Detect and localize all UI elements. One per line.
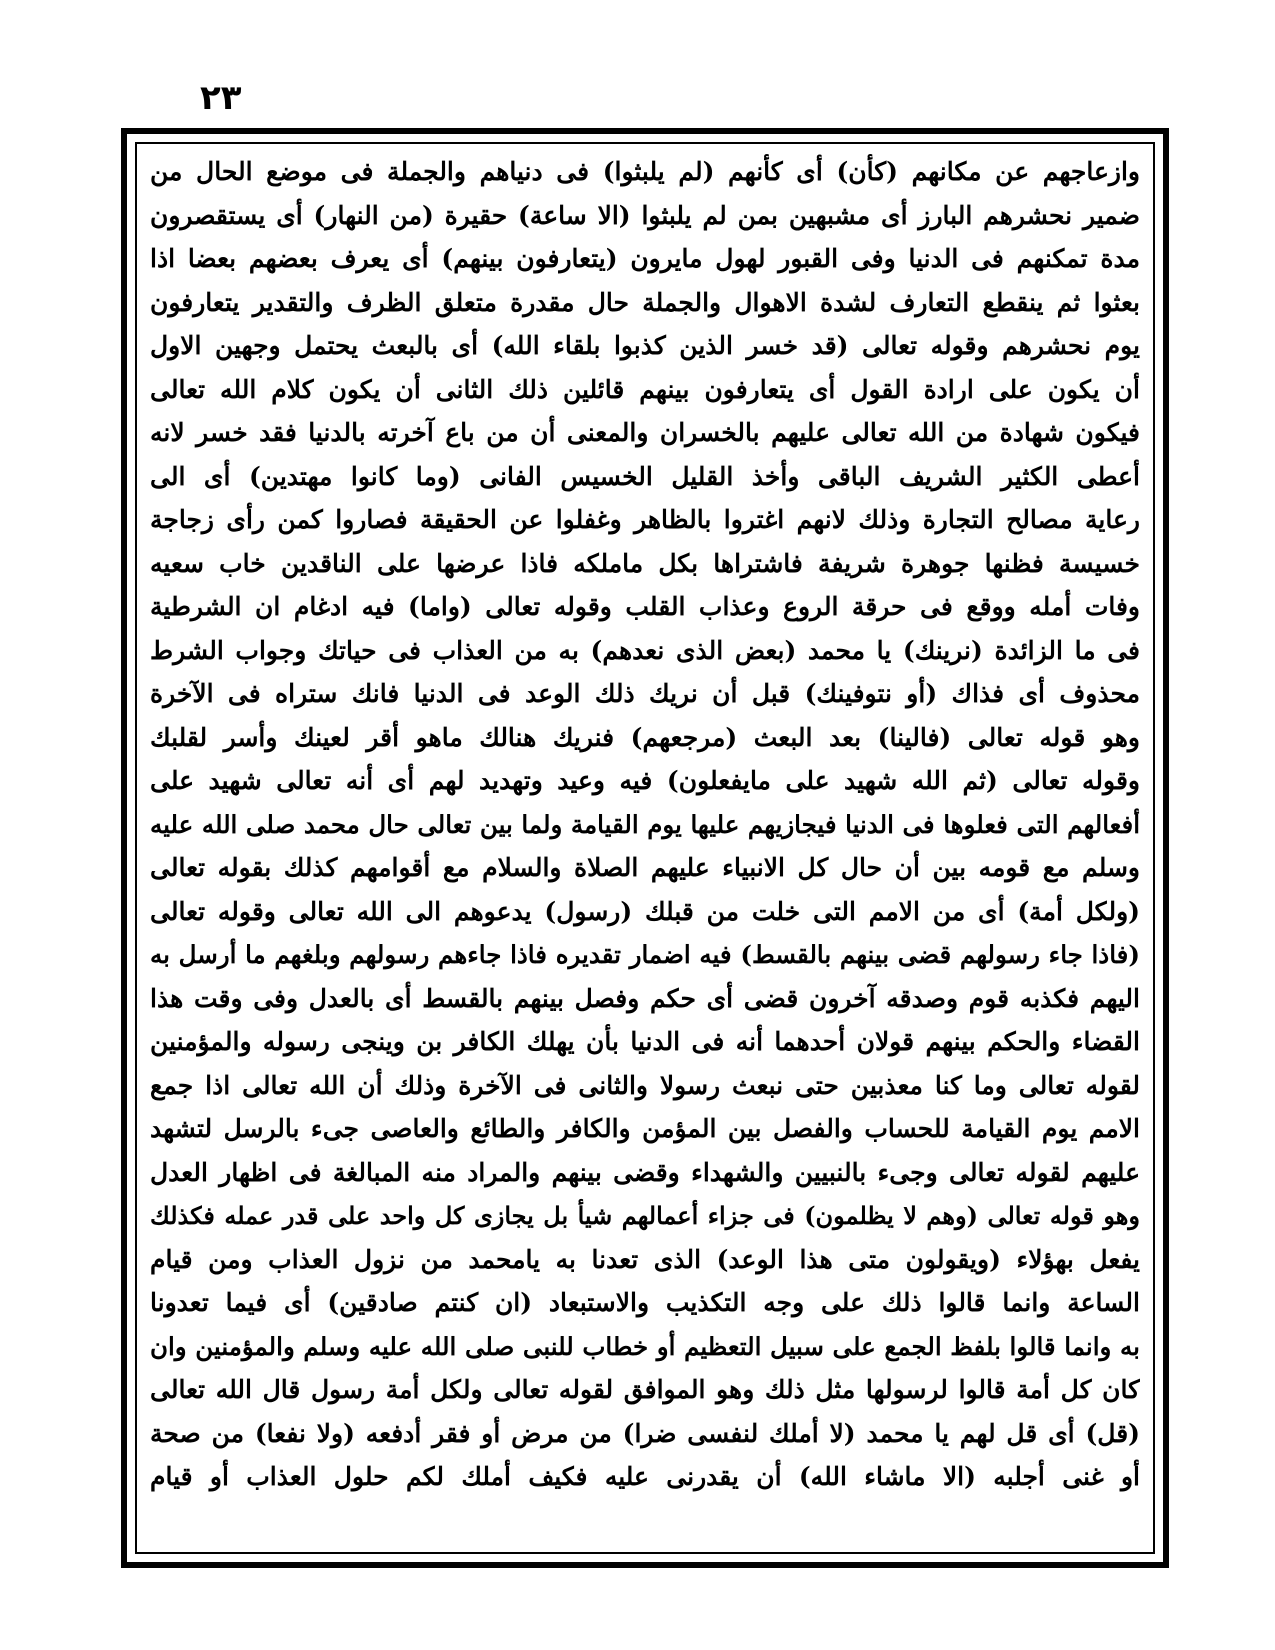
text-line: أو غنى أجلبه (الا ماشاء الله) أن يقدرنى عليه فكيف أملك لكم حلول العذاب أو قيام bbox=[150, 1462, 1140, 1491]
text-line: (فاذا جاء رسولهم قضى بينهم بالقسط) فيه اضمار تقديره فاذا جاءهم رسولهم وبلغهم ما أرسل به bbox=[150, 940, 1140, 969]
text-line: القضاء والحكم بينهم قولان أحدهما أنه فى الدنيا بأن يهلك الكافر بن وينجى رسوله والمؤمنين bbox=[150, 1027, 1140, 1056]
text-line: عليهم لقوله تعالى وجىء بالنبيين والشهداء وقضى بينهم والمراد منه المبالغة فى اظهار العدل bbox=[150, 1157, 1140, 1187]
text-line: أن يكون على ارادة القول أى يتعارفون بينهم قائلين ذلك الثانى أن يكون كلام الله تعالى bbox=[150, 374, 1140, 404]
text-line: وقوله تعالى (ثم الله شهيد على مايفعلون) فيه وعيد وتهديد لهم أى أنه تعالى شهيد على bbox=[150, 766, 1140, 795]
text-line: ضمير نحشرهم البارز أى مشبهين بمن لم يلبثوا (الا ساعة) حقيرة (من النهار) أى يستقصرون bbox=[150, 200, 1140, 230]
text-line: يوم نحشرهم وقوله تعالى (قد خسر الذين كذبوا بلقاء الله) أى بالبعث يحتمل وجهين الاول bbox=[150, 331, 1140, 360]
page-number: ٢٣ bbox=[200, 78, 242, 118]
text-line: محذوف أى فذاك (أو نتوفينك) قبل أن نريك ذلك الوعد فى الدنيا فانك ستراه فى الآخرة bbox=[150, 679, 1140, 708]
text-line: به وانما قالوا بلفظ الجمع على سبيل التعظيم أو خطاب للنبى صلى الله عليه وسلم والمؤمنين وان bbox=[150, 1331, 1140, 1361]
text-line: رعاية مصالح التجارة وذلك لانهم اغتروا بالظاهر وغفلوا عن الحقيقة فصاروا كمن رأى زجاجة bbox=[150, 505, 1140, 534]
body-text bbox=[150, 150, 1140, 1491]
text-line: (قل) أى قل لهم يا محمد (لا أملك لنفسى ضرا) من مرض أو فقر أدفعه (ولا نفعا) من صحة bbox=[150, 1418, 1140, 1448]
text-line: فيكون شهادة من الله تعالى عليهم بالخسران والمعنى أن من باع آخرته بالدنيا فقد خسر لانه bbox=[150, 418, 1140, 447]
text-line: وهو قوله تعالى (فالينا) بعد البعث (مرجعهم) فنريك هنالك ماهو أقر لعينك وأسر لقلبك bbox=[150, 722, 1140, 752]
text-line: أعطى الكثير الشريف الباقى وأخذ القليل الخسيس الفانى (وما كانوا مهتدين) أى الى bbox=[150, 461, 1140, 491]
text-line: وازعاجهم عن مكانهم (كأن) أى كأنهم (لم يلبثوا) فى دنياهم والجملة فى موضع الحال من bbox=[150, 157, 1140, 186]
text-line: فى ما الزائدة (نرينك) يا محمد (بعض الذى نعدهم) به من العذاب فى حياتك وجواب الشرط bbox=[150, 635, 1140, 665]
text-line: بعثوا ثم ينقطع التعارف لشدة الاهوال والجملة حال مقدرة متعلق الظرف والتقدير يتعارفون bbox=[150, 287, 1140, 317]
text-line: (ولكل أمة) أى من الامم التى خلت من قبلك (رسول) يدعوهم الى الله تعالى وقوله تعالى bbox=[150, 896, 1140, 926]
text-line: لقوله تعالى وما كنا معذبين حتى نبعث رسولا والثانى فى الآخرة وذلك أن الله تعالى اذا جمع bbox=[150, 1070, 1140, 1100]
text-line: وسلم مع قومه بين أن حال كل الانبياء عليهم الصلاة والسلام مع أقوامهم كذلك بقوله تعالى bbox=[150, 853, 1140, 882]
text-line: الامم يوم القيامة للحساب والفصل بين المؤمن والكافر والطائع والعاصى جىء بالرسل لتشهد bbox=[150, 1114, 1140, 1143]
text-line: اليهم فكذبه قوم وصدقه آخرون قضى أى حكم وفصل بينهم بالقسط أى بالعدل وفى وقت هذا bbox=[150, 983, 1140, 1013]
text-line: خسيسة فظنها جوهرة شريفة فاشتراها بكل ماملكه فاذا عرضها على الناقدين خاب سعيه bbox=[150, 548, 1140, 578]
text-line: وهو قوله تعالى (وهم لا يظلمون) فى جزاء أعمالهم شيأ بل يجازى كل واحد على قدر عمله فكذلك bbox=[150, 1201, 1140, 1230]
text-line: أفعالهم التى فعلوها فى الدنيا فيجازيهم عليها يوم القيامة ولما بين تعالى حال محمد صلى الله عليه bbox=[150, 809, 1140, 839]
text-line: مدة تمكنهم فى الدنيا وفى القبور لهول مايرون (يتعارفون بينهم) أى يعرف بعضهم بعضا اذا bbox=[150, 244, 1140, 273]
text-line: وفات أمله ووقع فى حرقة الروع وعذاب القلب وقوله تعالى (واما) فيه ادغام ان الشرطية bbox=[150, 592, 1140, 621]
text-line: يفعل بهؤلاء (ويقولون متى هذا الوعد) الذى تعدنا به يامحمد من نزول العذاب ومن قيام bbox=[150, 1244, 1140, 1274]
text-line: الساعة وانما قالوا ذلك على وجه التكذيب والاستبعاد (ان كنتم صادقين) أى فيما تعدونا bbox=[150, 1288, 1140, 1317]
text-line: كان كل أمة قالوا لرسولها مثل ذلك وهو الموافق لقوله تعالى ولكل أمة رسول قال الله تعالى bbox=[150, 1375, 1140, 1404]
